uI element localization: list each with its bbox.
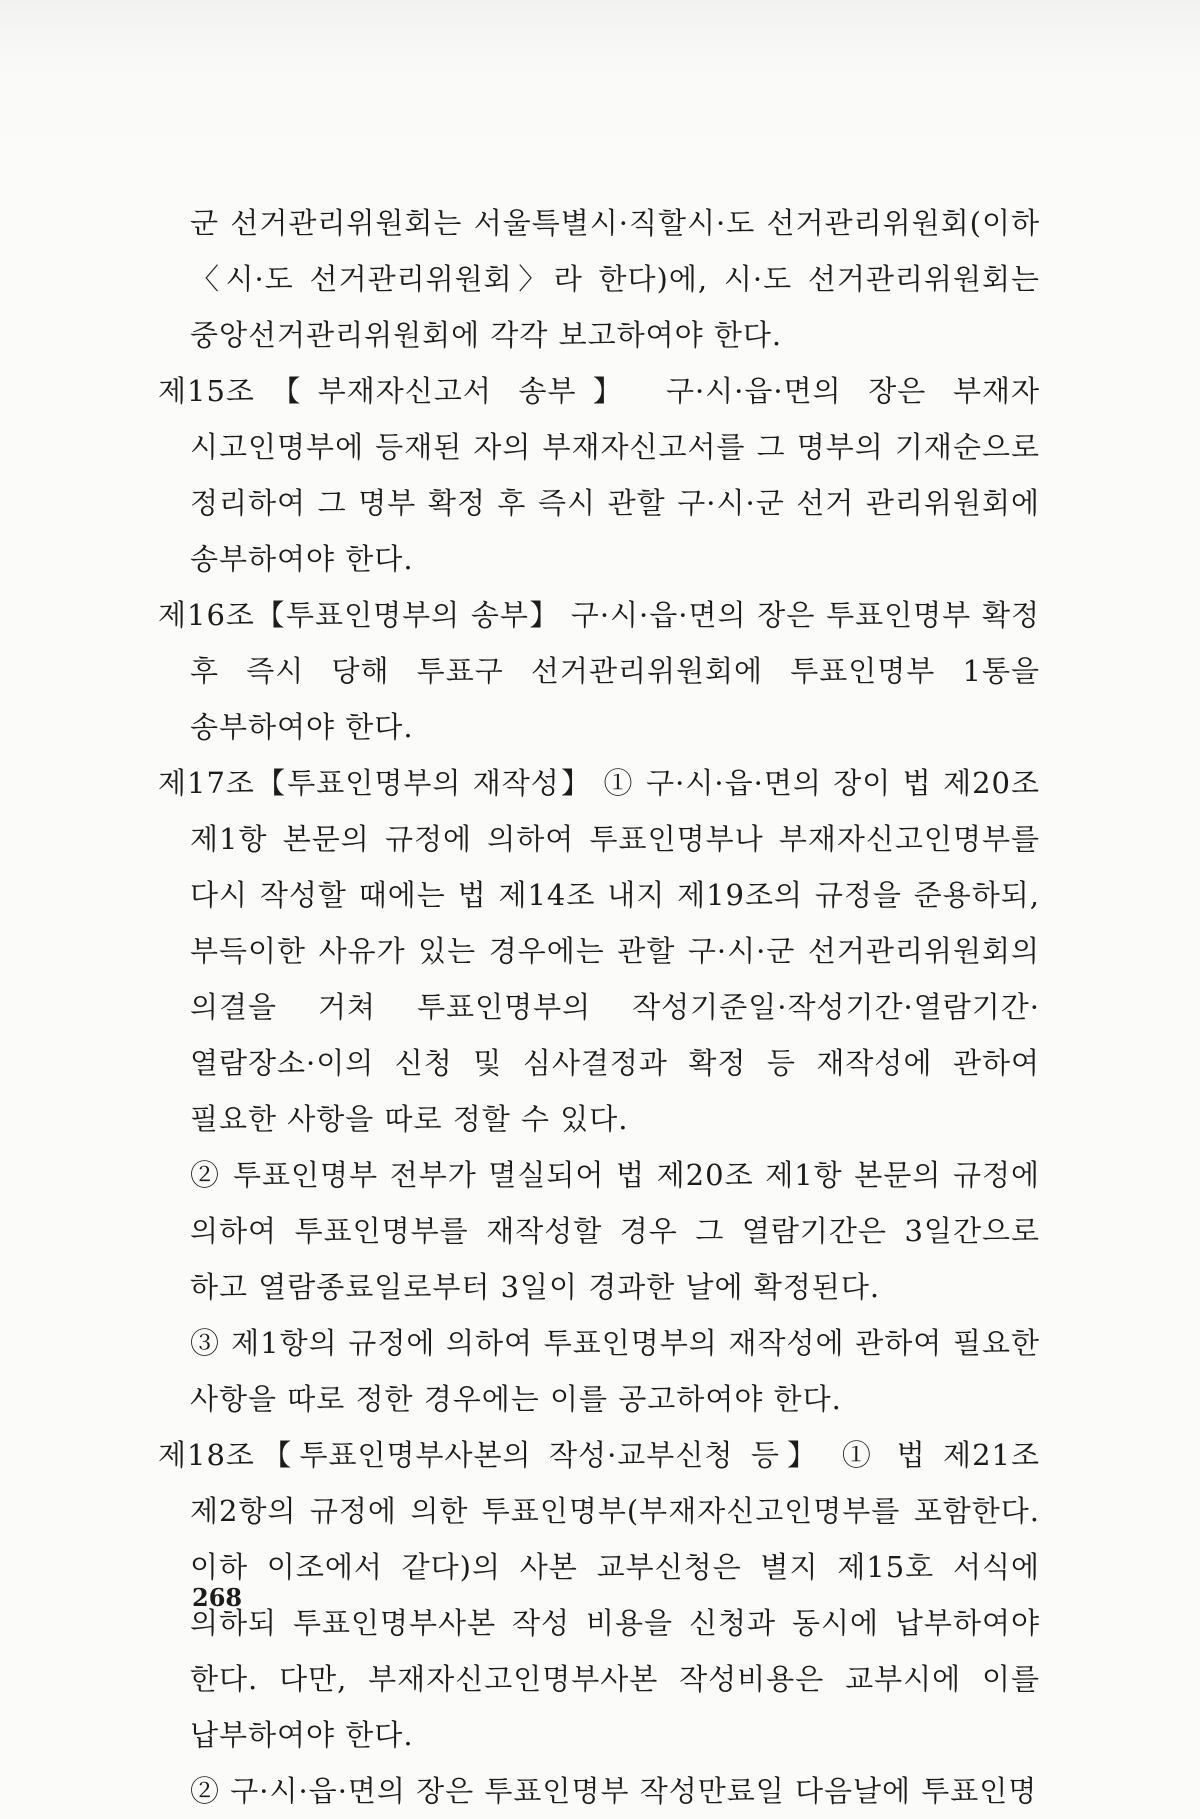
paragraph-continuation: 군 선거관리위원회는 서울특별시·직할시·도 선거관리위원회(이하 〈시·도 선거관리위원회〉라 한다)에, 시·도 선거관리위원회는 중앙선거관리위원회에 각각 보고하여야 한다. — [190, 206, 1040, 352]
article-17-item-2: ② 투표인명부 전부가 멸실되어 법 제20조 제1항 본문의 규정에 의하여 투표인명부를 재작성할 경우 그 열람기간은 3일간으로 하고 열람종료일로부터 3일이 경과한 날에 확정된다. — [190, 1158, 1040, 1304]
article-17-item-3: ③ 제1항의 규정에 의하여 투표인명부의 재작성에 관하여 필요한 사항을 따로 정한 경우에는 이를 공고하여야 한다. — [190, 1326, 1040, 1416]
article-18: 제18조【투표인명부사본의 작성·교부신청 등】 ① 법 제21조 제2항의 규정에 의한 투표인명부(부재자신고인명부를 포함한다. 이하 이조에서 같다)의 사본 교부신청은 별지 제15호 서식에 의하되 투표인명부사본 작성 비용을 신청과 동시에 납부하여야 한다. 다만, 부재자신고인명부사본 작성비용은 교부시에 이를 납부하여야 한다. — [158, 1438, 1040, 1752]
article-17: 제17조【투표인명부의 재작성】 ① 구·시·읍·면의 장이 법 제20조 제1항 본문의 규정에 의하여 투표인명부나 부재자신고인명부를 다시 작성할 때에는 법 제14조 내지 제19조의 규정을 준용하되, 부득이한 사유가 있는 경우에는 관할 구·시·군 선거관리위원회의 의결을 거쳐 투표인명부의 작성기준일·작성기간·열람기간·열람장소·이의 신청 및 심사결정과 확정 등 재작성에 관하여 필요한 사항을 따로 정할 수 있다. — [158, 766, 1040, 1136]
article-15: 제15조【부재자신고서 송부】 구·시·읍·면의 장은 부재자 시고인명부에 등재된 자의 부재자신고서를 그 명부의 기재순으로 정리하여 그 명부 확정 후 즉시 관할 구·시·군 선거 관리위원회에 송부하여야 한다. — [158, 374, 1040, 576]
page-number: 268 — [192, 1583, 243, 1612]
body-text — [158, 195, 1040, 1819]
article-16: 제16조【투표인명부의 송부】 구·시·읍·면의 장은 투표인명부 확정 후 즉시 당해 투표구 선거관리위원회에 투표인명부 1통을 송부하여야 한다. — [158, 598, 1040, 744]
article-18-item-2: ② 구·시·읍·면의 장은 투표인명부 작성만료일 다음날에 투표인명 — [190, 1774, 1038, 1808]
